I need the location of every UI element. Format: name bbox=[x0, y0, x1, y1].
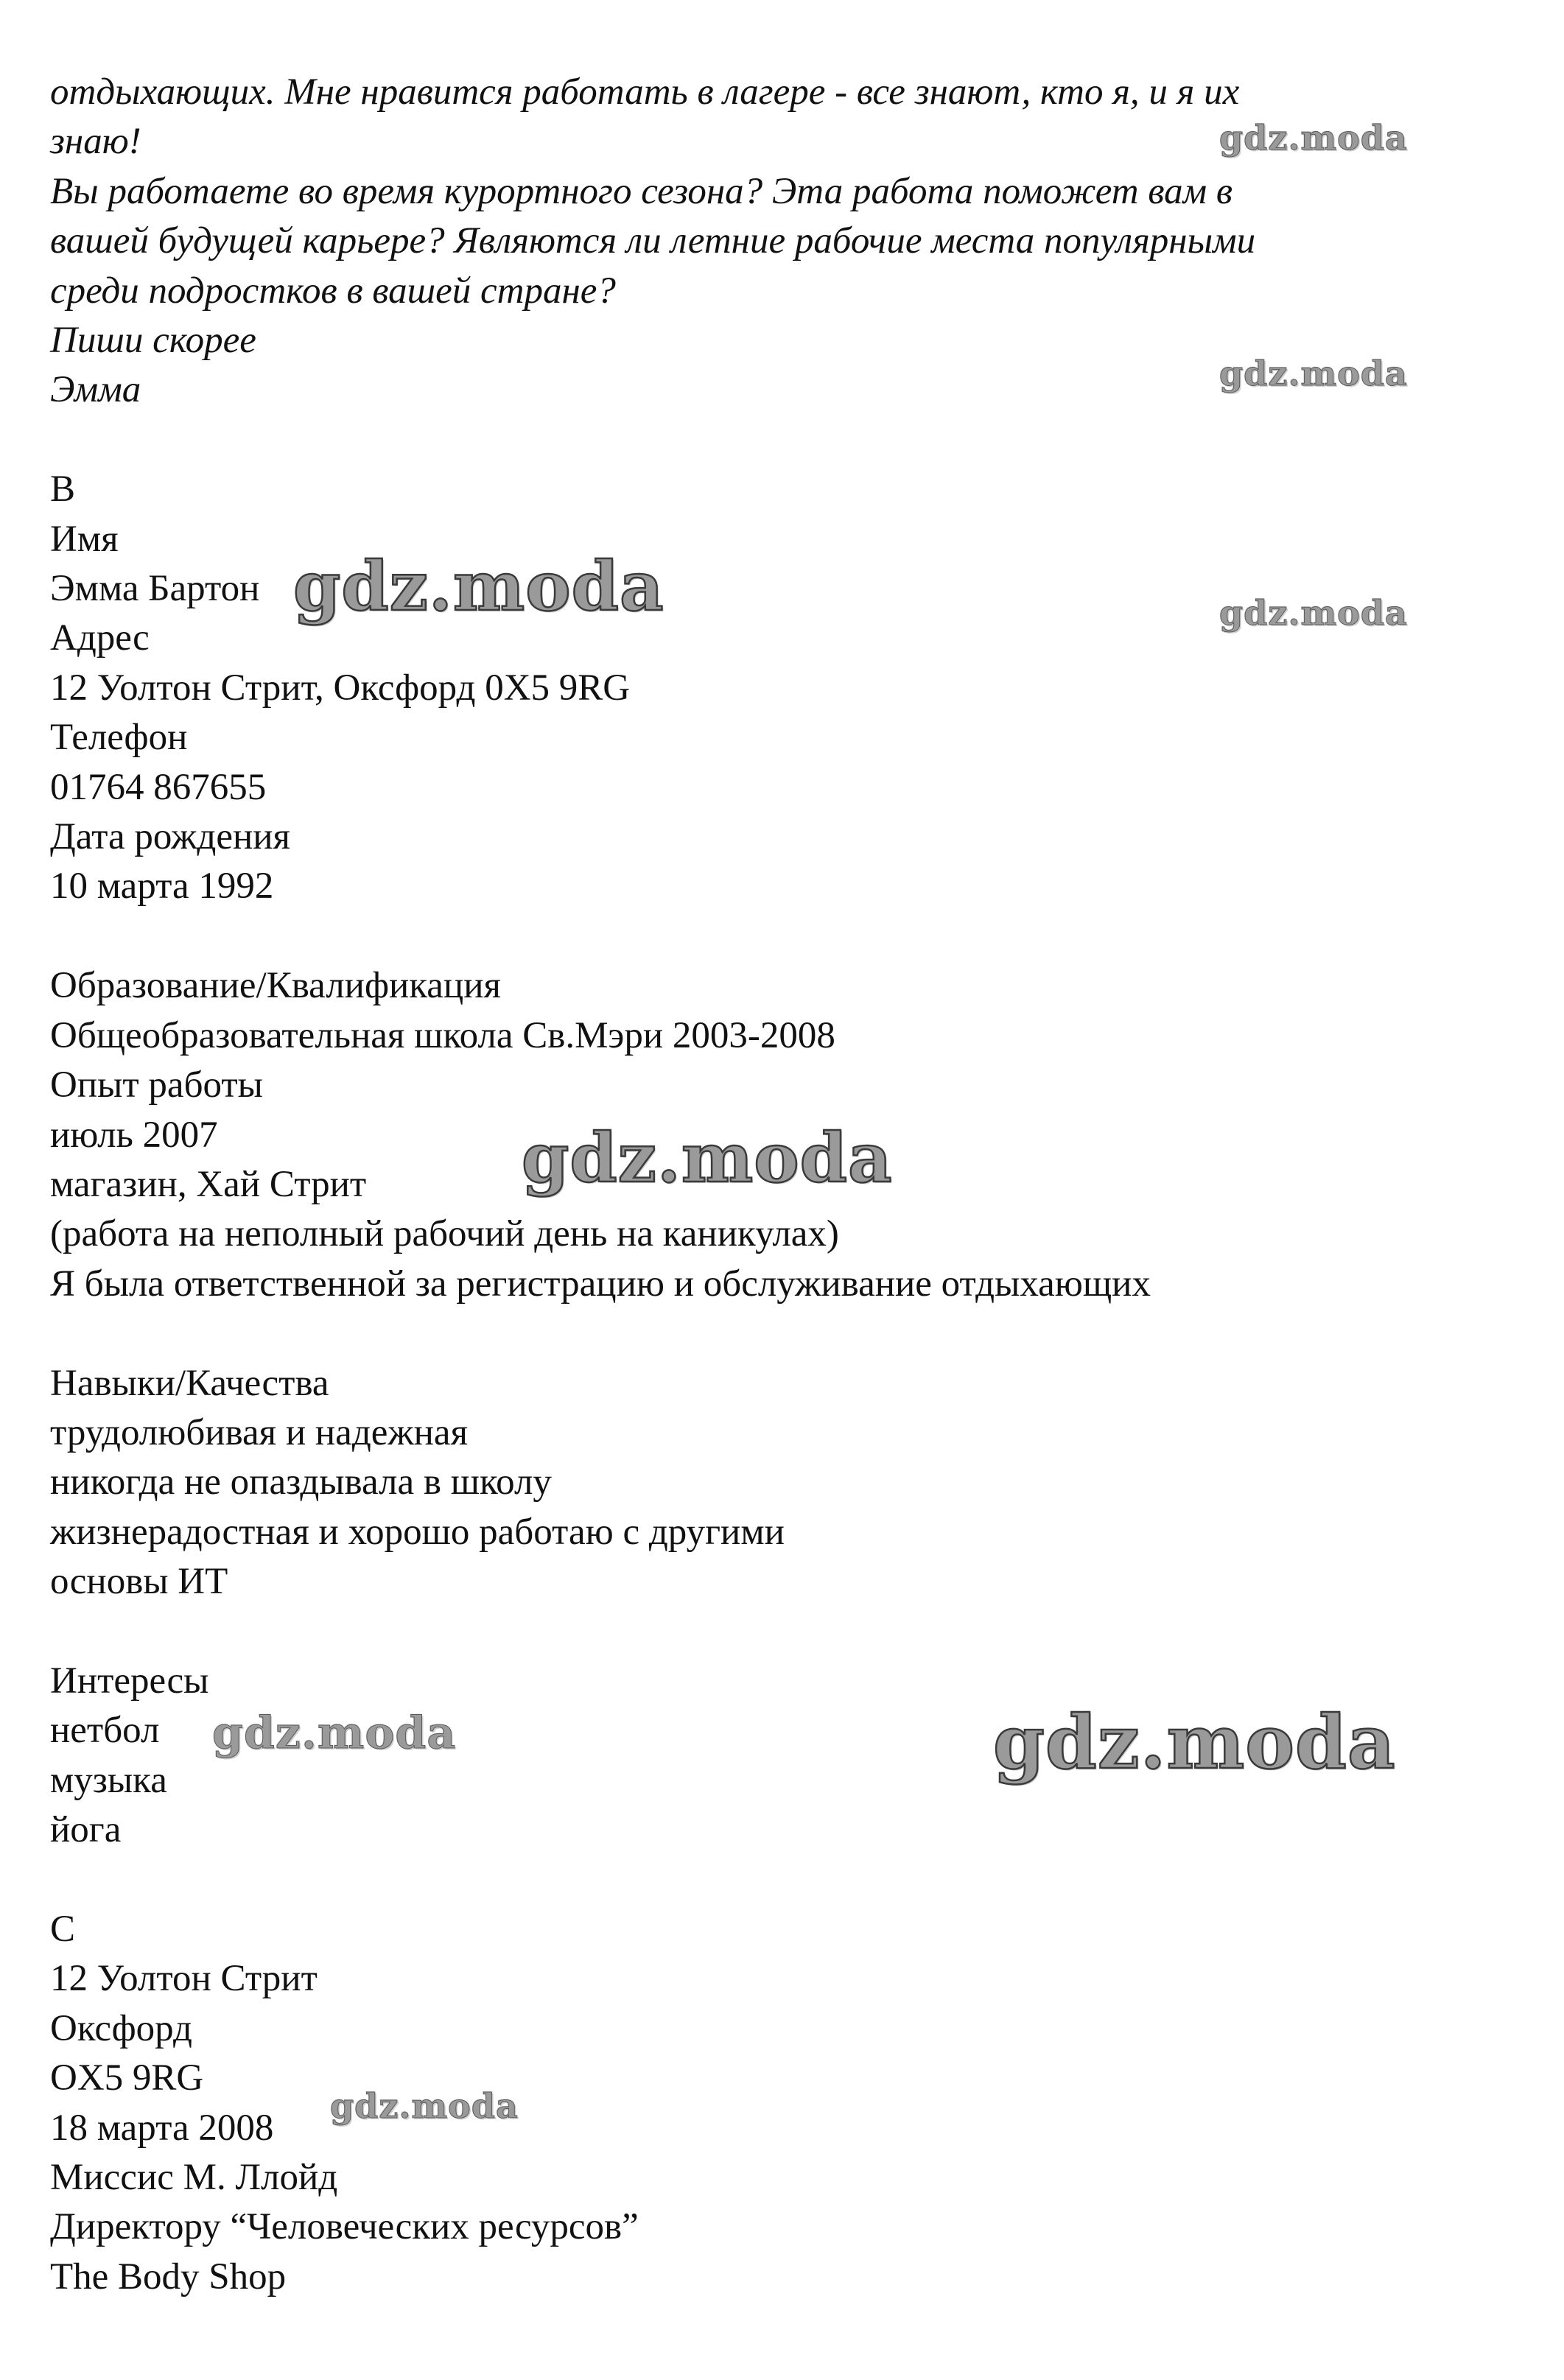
spacer bbox=[50, 415, 1509, 465]
letter-address-line: OX5 9RG bbox=[50, 2057, 204, 2099]
cv-address-label: Адрес bbox=[50, 617, 150, 659]
letter-line: среди подростков в вашей стране? bbox=[50, 270, 616, 312]
watermark-logo: gdz.moda bbox=[212, 1707, 457, 1759]
section-b-label: B bbox=[50, 468, 76, 510]
cv-skill-item: никогда не опаздывала в школу bbox=[50, 1461, 552, 1503]
cv-interest-item: йога bbox=[50, 1809, 122, 1851]
watermark-logo: gdz.moda bbox=[1219, 118, 1408, 158]
cv-experience-place: магазин, Хай Стрит bbox=[50, 1163, 367, 1205]
watermark-logo: gdz.moda bbox=[993, 1699, 1396, 1786]
spacer bbox=[50, 912, 1509, 961]
cv-address-value: 12 Уолтон Стрит, Оксфорд 0X5 9RG bbox=[50, 667, 631, 709]
cv-experience-desc: Я была ответственной за регистрацию и обслуживание отдыхающих bbox=[50, 1263, 1151, 1305]
letter-closing: Пиши скорее bbox=[50, 320, 256, 362]
cv-skill-item: трудолюбивая и надежная bbox=[50, 1411, 469, 1453]
spacer bbox=[50, 1309, 1509, 1358]
cv-interest-item: нетбол bbox=[50, 1710, 160, 1752]
cv-interest-item: музыка bbox=[50, 1759, 167, 1801]
cv-experience-date: июль 2007 bbox=[50, 1114, 218, 1156]
letter-line: Вы работаете во время курортного сезона? Эта работа поможет вам в bbox=[50, 170, 1233, 212]
watermark-logo: gdz.moda bbox=[1219, 354, 1408, 393]
cv-experience-type: (работа на неполный рабочий день на каникулах) bbox=[50, 1213, 839, 1255]
cv-skill-item: жизнерадостная и хорошо работаю с другими bbox=[50, 1511, 785, 1553]
watermark-logo: gdz.moda bbox=[522, 1118, 893, 1198]
cv-dob-value: 10 марта 1992 bbox=[50, 866, 274, 908]
cv-experience-label: Опыт работы bbox=[50, 1064, 263, 1106]
cv-skill-item: основы ИТ bbox=[50, 1561, 228, 1603]
recipient-company: The Body Shop bbox=[50, 2256, 287, 2297]
spacer bbox=[50, 1607, 1509, 1657]
cv-name-label: Имя bbox=[50, 518, 119, 560]
cv-interests-label: Интересы bbox=[50, 1660, 209, 1702]
recipient-title: Директору “Человеческих ресурсов” bbox=[50, 2206, 639, 2248]
watermark-logo: gdz.moda bbox=[1219, 593, 1408, 633]
letter-line: отдыхающих. Мне нравится работать в лагере - все знают, кто я, и я их bbox=[50, 71, 1240, 113]
recipient-name: Миссис М. Ллойд bbox=[50, 2156, 338, 2198]
letter-line: вашей будущей карьере? Являются ли летние рабочие места популярными bbox=[50, 220, 1256, 262]
cv-skills-label: Навыки/Качества bbox=[50, 1362, 329, 1404]
cv-education-value: Общеобразовательная школа Св.Мэри 2003-2008 bbox=[50, 1014, 835, 1056]
cv-dob-label: Дата рождения bbox=[50, 816, 290, 858]
letter-address-line: Оксфорд bbox=[50, 2007, 192, 2049]
spacer bbox=[50, 1856, 1509, 1905]
document-text bbox=[50, 68, 1509, 2302]
cv-phone-label: Телефон bbox=[50, 717, 188, 759]
section-c-label: C bbox=[50, 1908, 76, 1950]
cv-phone-value: 01764 867655 bbox=[50, 766, 267, 808]
letter-date: 18 марта 2008 bbox=[50, 2107, 274, 2149]
cv-name-value: Эмма Бартон bbox=[50, 568, 260, 610]
watermark-logo: gdz.moda bbox=[293, 547, 664, 626]
letter-signature: Эмма bbox=[50, 369, 141, 411]
letter-line: знаю! bbox=[50, 121, 141, 163]
letter-address-line: 12 Уолтон Стрит bbox=[50, 1958, 318, 2000]
cv-education-label: Образование/Квалификация bbox=[50, 965, 501, 1007]
watermark-logo: gdz.moda bbox=[330, 2086, 519, 2126]
